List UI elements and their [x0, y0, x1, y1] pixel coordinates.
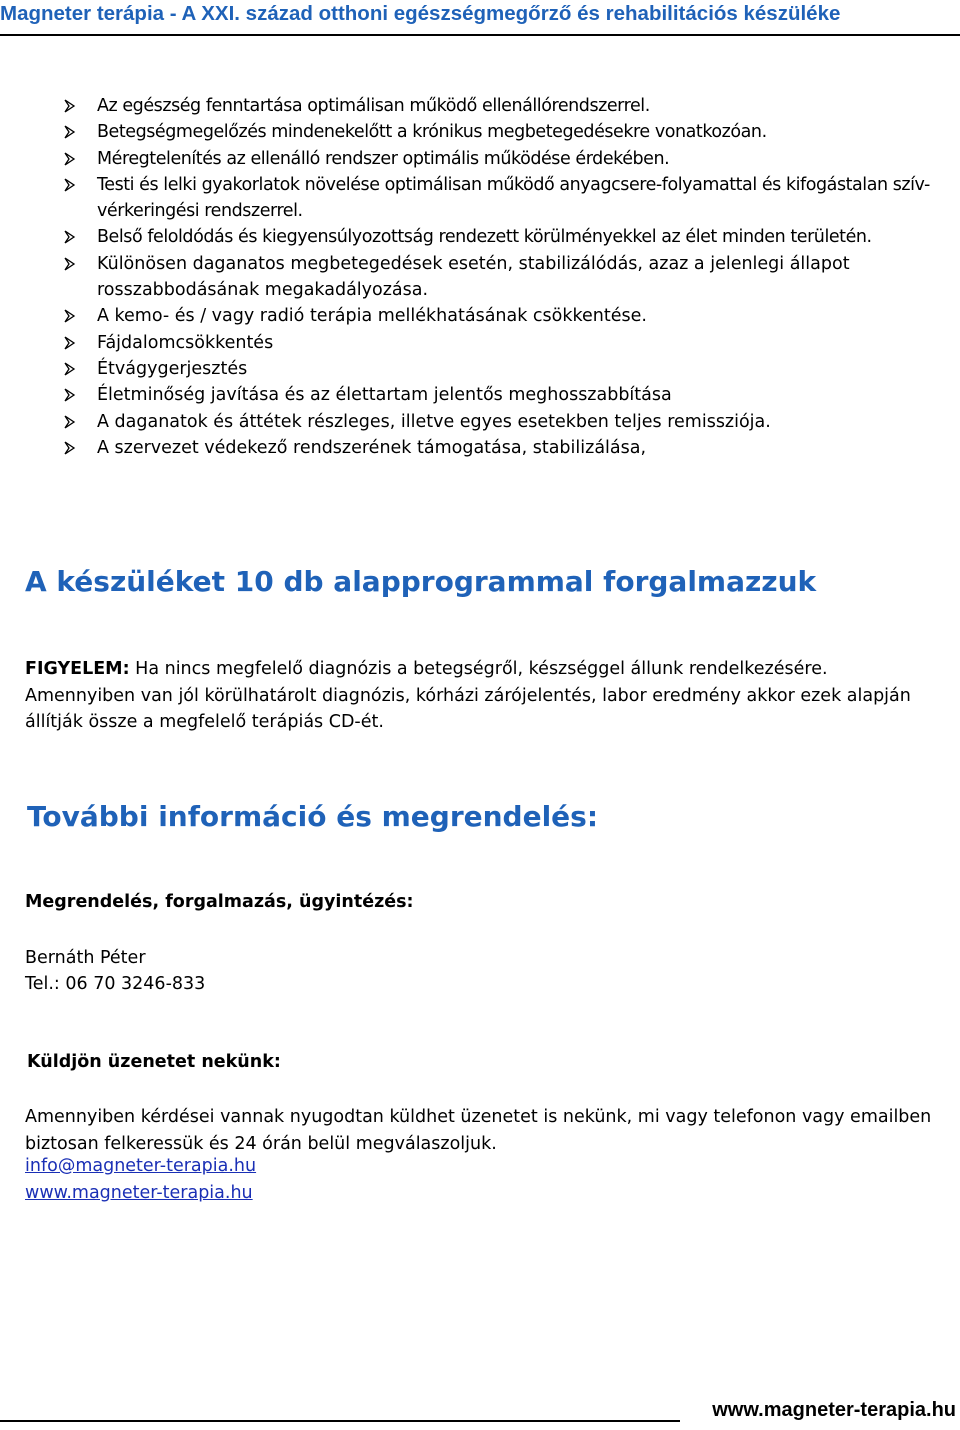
website-link[interactable]: www.magneter-terapia.hu	[25, 1183, 253, 1203]
list-item-text: Betegségmegelőzés mindenekelőtt a krónikus megbetegedésekre vonatkozóan.	[97, 122, 767, 143]
arrow-bullet-icon	[62, 330, 82, 356]
arrow-bullet-icon	[62, 435, 82, 461]
footer-url: www.magneter-terapia.hu	[712, 1399, 956, 1421]
list-item	[62, 224, 942, 250]
notice-paragraph	[25, 656, 935, 736]
contact-name: Bernáth Péter	[25, 948, 146, 968]
arrow-bullet-icon	[62, 409, 82, 435]
list-item-text: Életminőség javítása és az élettartam jelentős meghosszabbítása	[97, 385, 672, 406]
arrow-bullet-icon	[62, 382, 82, 408]
header-divider	[0, 34, 960, 36]
list-item-text: Fájdalomcsökkentés	[97, 332, 274, 353]
list-item	[62, 303, 942, 329]
list-item	[62, 119, 942, 145]
list-item-text: A daganatok és áttétek részleges, illetve egyes esetekben teljes remissziója.	[97, 411, 771, 432]
list-item	[62, 172, 942, 225]
list-item-text: Étvágygerjesztés	[97, 358, 248, 379]
arrow-bullet-icon	[62, 224, 82, 250]
arrow-bullet-icon	[62, 303, 82, 329]
notice-text: Ha nincs megfelelő diagnózis a betegségről, készséggel állunk rendelkezésére. Amennyiben van jól körülhatárolt diagnózis, kórházi zárójelentés, labor eredmény akkor ezek alapján állítják össze a megfelelő terápiás CD-ét.	[25, 659, 911, 732]
header-title: Magneter terápia - A XXI. század otthoni egészségmegőrző és rehabilitációs készüléke	[0, 2, 841, 25]
list-item	[62, 251, 942, 304]
list-item	[62, 382, 942, 408]
send-message-text: Amennyiben kérdései vannak nyugodtan küldhet üzenetet is nekünk, mi vagy telefonon vagy emailben biztosan felkeressük és 24 órán belül megválaszoljuk.	[25, 1107, 932, 1154]
list-item	[62, 356, 942, 382]
list-item-text: Méregtelenítés az ellenálló rendszer optimális működése érdekében.	[97, 148, 670, 169]
list-item	[62, 146, 942, 172]
arrow-bullet-icon	[62, 93, 82, 119]
info-heading: További információ és megrendelés:	[27, 800, 599, 833]
email-link[interactable]: info@magneter-terapia.hu	[25, 1156, 257, 1176]
arrow-bullet-icon	[62, 251, 82, 277]
list-item-text: Belső feloldódás és kiegyensúlyozottság rendezett körülményekkel az élet minden területén.	[97, 227, 872, 248]
arrow-bullet-icon	[62, 356, 82, 382]
arrow-bullet-icon	[62, 119, 82, 145]
benefits-list	[62, 93, 942, 461]
footer-divider	[0, 1420, 680, 1422]
list-item-text: Testi és lelki gyakorlatok növelése optimálisan működő anyagcsere-folyamattal és kifogástalan szív- vérkeringési rendszerrel.	[97, 174, 930, 222]
arrow-bullet-icon	[62, 146, 82, 172]
list-item-text: A kemo- és / vagy radió terápia mellékhatásának csökkentése.	[97, 306, 647, 327]
send-message-label: Küldjön üzenetet nekünk:	[27, 1052, 281, 1072]
list-item	[62, 409, 942, 435]
program-heading: A készüléket 10 db alapprogrammal forgalmazzuk	[25, 565, 817, 598]
contact-phone: Tel.: 06 70 3246-833	[25, 974, 206, 994]
notice-label: FIGYELEM:	[25, 659, 130, 679]
list-item	[62, 435, 942, 461]
order-label: Megrendelés, forgalmazás, ügyintézés:	[25, 892, 414, 912]
list-item-text: Az egészség fenntartása optimálisan működő ellenállórendszerrel.	[97, 96, 650, 116]
list-item	[62, 330, 942, 356]
list-item-text: Különösen daganatos megbetegedések esetén, stabilizálódás, azaz a jelenlegi állapot rosszabbodásának megakadályozása.	[97, 253, 850, 301]
list-item	[62, 93, 942, 119]
list-item-text: A szervezet védekező rendszerének támogatása, stabilizálása,	[97, 437, 647, 458]
arrow-bullet-icon	[62, 172, 82, 198]
